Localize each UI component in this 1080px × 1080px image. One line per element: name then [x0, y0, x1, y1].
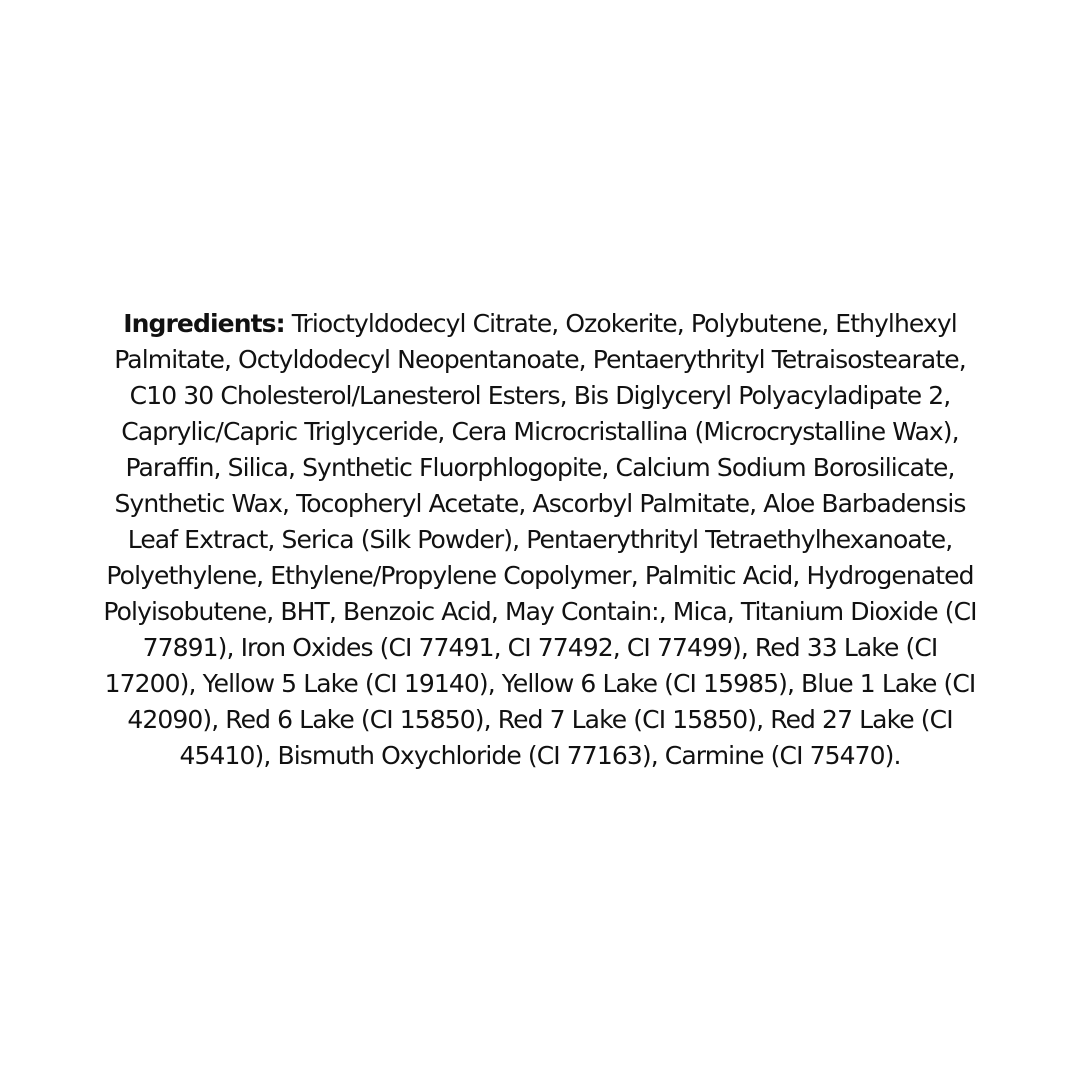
- ingredients-list: Trioctyldodecyl Citrate, Ozokerite, Polybutene, Ethylhexyl Palmitate, Octyldodecyl Neopentanoate, Pentaerythrityl Tetraisostearate, C10 30 Cholesterol/Lanesterol Esters, Bis Diglyceryl Polyacyladipate 2, Caprylic/Capric Triglyceride, Cera Microcristallina (Microcrystalline Wax), Paraffin, Silica, Synthetic Fluorphlogopite, Calcium Sodium Borosilicate, Synthetic Wax, Tocopheryl Acetate, Ascorbyl Palmitate, Aloe Barbadensis Leaf Extract, Serica (Silk Powder), Pentaerythrityl Tetraethylhexanoate, Polyethylene, Ethylene/Propylene Copolymer, Palmitic Acid, Hydrogenated Polyisobutene, BHT, Benzoic Acid, May Contain:, Mica, Titanium Dioxide (CI 77891), Iron Oxides (CI 77491, CI 77492, CI 77499), Red 33 Lake (CI 17200), Yellow 5 Lake (CI 19140), Yellow 6 Lake (CI 15985), Blue 1 Lake (CI 42090), Red 6 Lake (CI 15850), Red 7 Lake (CI 15850), Red 27 Lake (CI 45410), Bismuth Oxychloride (CI 77163), Carmine (CI 75470).: [103, 309, 977, 770]
- ingredients-text: [100, 306, 980, 774]
- ingredients-heading: Ingredients:: [123, 309, 285, 338]
